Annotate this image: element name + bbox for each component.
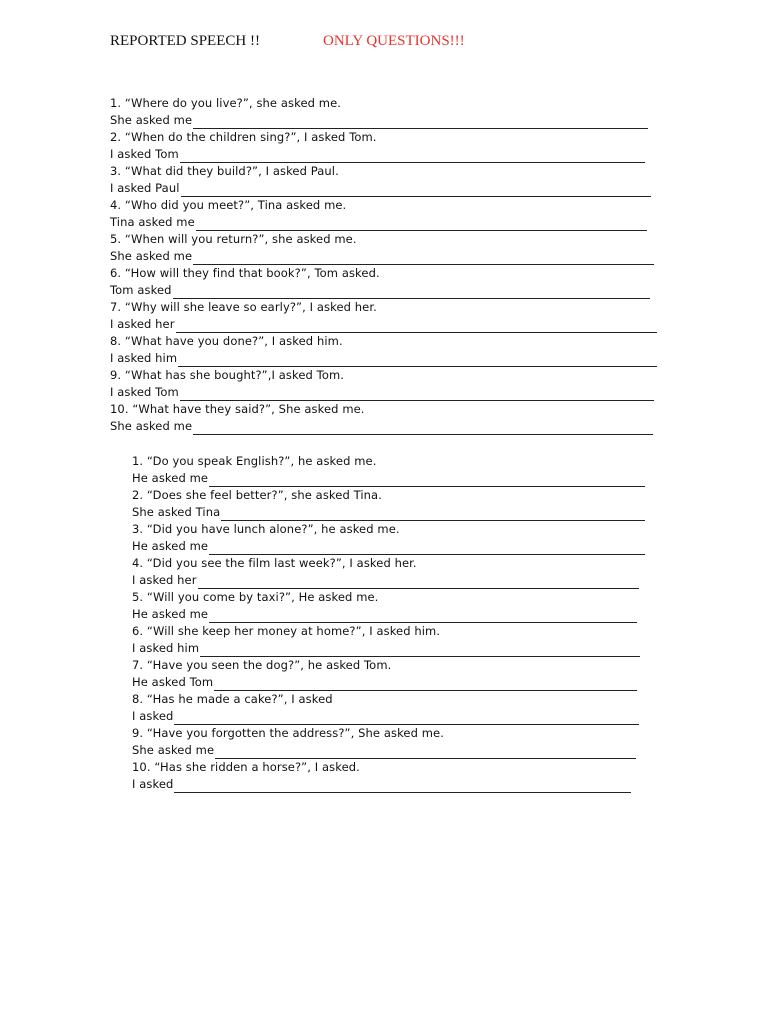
answer-row — [132, 606, 645, 623]
question-text: 5. “When will you return?”, she asked me. — [110, 232, 357, 246]
answer-blank-line[interactable] — [193, 423, 653, 435]
answer-prompt: I asked — [132, 777, 174, 791]
answer-row — [132, 572, 645, 589]
answer-blank-line[interactable] — [181, 185, 651, 197]
question-text: 7. “Have you seen the dog?”, he asked Tom. — [132, 658, 392, 672]
answer-row — [132, 742, 645, 759]
worksheet-heading — [110, 33, 710, 53]
answer-row — [110, 248, 657, 265]
question-text: 9. “Have you forgotten the address?”, She asked me. — [132, 726, 444, 740]
answer-prompt: Tina asked me — [110, 215, 195, 229]
exercise-section-2 — [132, 453, 645, 793]
question-text: 4. “Who did you meet?”, Tina asked me. — [110, 198, 347, 212]
answer-prompt: I asked him — [132, 641, 200, 655]
answer-blank-line[interactable] — [209, 543, 645, 555]
answer-prompt: He asked Tom — [132, 675, 214, 689]
answer-prompt: She asked me — [132, 743, 215, 757]
question-text: 1. “Do you speak English?”, he asked me. — [132, 454, 377, 468]
answer-row — [132, 674, 645, 691]
answer-prompt: I asked — [132, 709, 174, 723]
answer-prompt: I asked her — [132, 573, 197, 587]
answer-blank-line[interactable] — [221, 509, 645, 521]
answer-row — [110, 146, 657, 163]
answer-blank-line[interactable] — [196, 219, 647, 231]
answer-prompt: He asked me — [132, 471, 209, 485]
answer-blank-line[interactable] — [174, 781, 631, 793]
question-text: 3. “Did you have lunch alone?”, he asked me. — [132, 522, 400, 536]
answer-prompt: He asked me — [132, 607, 209, 621]
question-text: 6. “How will they find that book?”, Tom asked. — [110, 266, 380, 280]
answer-prompt: I asked Paul — [110, 181, 180, 195]
question-text: 6. “Will she keep her money at home?”, I asked him. — [132, 624, 441, 638]
answer-prompt: He asked me — [132, 539, 209, 553]
answer-blank-line[interactable] — [173, 287, 650, 299]
answer-row — [132, 470, 645, 487]
question-text: 5. “Will you come by taxi?”, He asked me. — [132, 590, 379, 604]
worksheet-subtitle: ONLY QUESTIONS!!! — [323, 33, 465, 49]
answer-blank-line[interactable] — [209, 611, 637, 623]
question-text: 4. “Did you see the film last week?”, I asked her. — [132, 556, 417, 570]
answer-blank-line[interactable] — [200, 645, 640, 657]
answer-row — [110, 384, 657, 401]
answer-row — [132, 538, 645, 555]
answer-row — [110, 316, 657, 333]
question-text: 8. “Has he made a cake?”, I asked — [132, 692, 333, 706]
answer-prompt: I asked him — [110, 351, 178, 365]
question-text: 3. “What did they build?”, I asked Paul. — [110, 164, 339, 178]
answer-row — [110, 180, 657, 197]
answer-row — [132, 776, 645, 793]
answer-blank-line[interactable] — [178, 355, 657, 367]
question-text: 8. “What have you done?”, I asked him. — [110, 334, 343, 348]
answer-blank-line[interactable] — [214, 679, 637, 691]
answer-prompt: She asked Tina — [132, 505, 221, 519]
answer-blank-line[interactable] — [209, 475, 645, 487]
exercise-section-1 — [110, 95, 657, 435]
answer-prompt: She asked me — [110, 249, 193, 263]
answer-prompt: I asked Tom — [110, 385, 179, 399]
question-text: 9. “What has she bought?”,I asked Tom. — [110, 368, 345, 382]
question-text: 10. “What have they said?”, She asked me. — [110, 402, 365, 416]
question-text: 7. “Why will she leave so early?”, I asked her. — [110, 300, 377, 314]
worksheet-title: REPORTED SPEECH !! — [110, 33, 260, 49]
question-text: 2. “Does she feel better?”, she asked Tina. — [132, 488, 382, 502]
answer-blank-line[interactable] — [180, 389, 654, 401]
answer-row — [110, 214, 657, 231]
answer-prompt: She asked me — [110, 113, 193, 127]
answer-blank-line[interactable] — [215, 747, 636, 759]
answer-prompt: She asked me — [110, 419, 193, 433]
answer-blank-line[interactable] — [180, 151, 645, 163]
question-text: 10. “Has she ridden a horse?”, I asked. — [132, 760, 360, 774]
answer-blank-line[interactable] — [174, 713, 639, 725]
question-text: 1. “Where do you live?”, she asked me. — [110, 96, 342, 110]
answer-prompt: Tom asked — [110, 283, 172, 297]
answer-row — [110, 112, 657, 129]
question-text: 2. “When do the children sing?”, I asked Tom. — [110, 130, 377, 144]
answer-prompt: I asked Tom — [110, 147, 179, 161]
answer-blank-line[interactable] — [193, 117, 648, 129]
answer-row — [132, 708, 645, 725]
answer-blank-line[interactable] — [193, 253, 654, 265]
answer-prompt: I asked her — [110, 317, 175, 331]
answer-blank-line[interactable] — [176, 321, 657, 333]
answer-row — [132, 640, 645, 657]
answer-row — [110, 418, 657, 435]
answer-row — [132, 504, 645, 521]
answer-row — [110, 350, 657, 367]
answer-blank-line[interactable] — [198, 577, 639, 589]
answer-row — [110, 282, 657, 299]
